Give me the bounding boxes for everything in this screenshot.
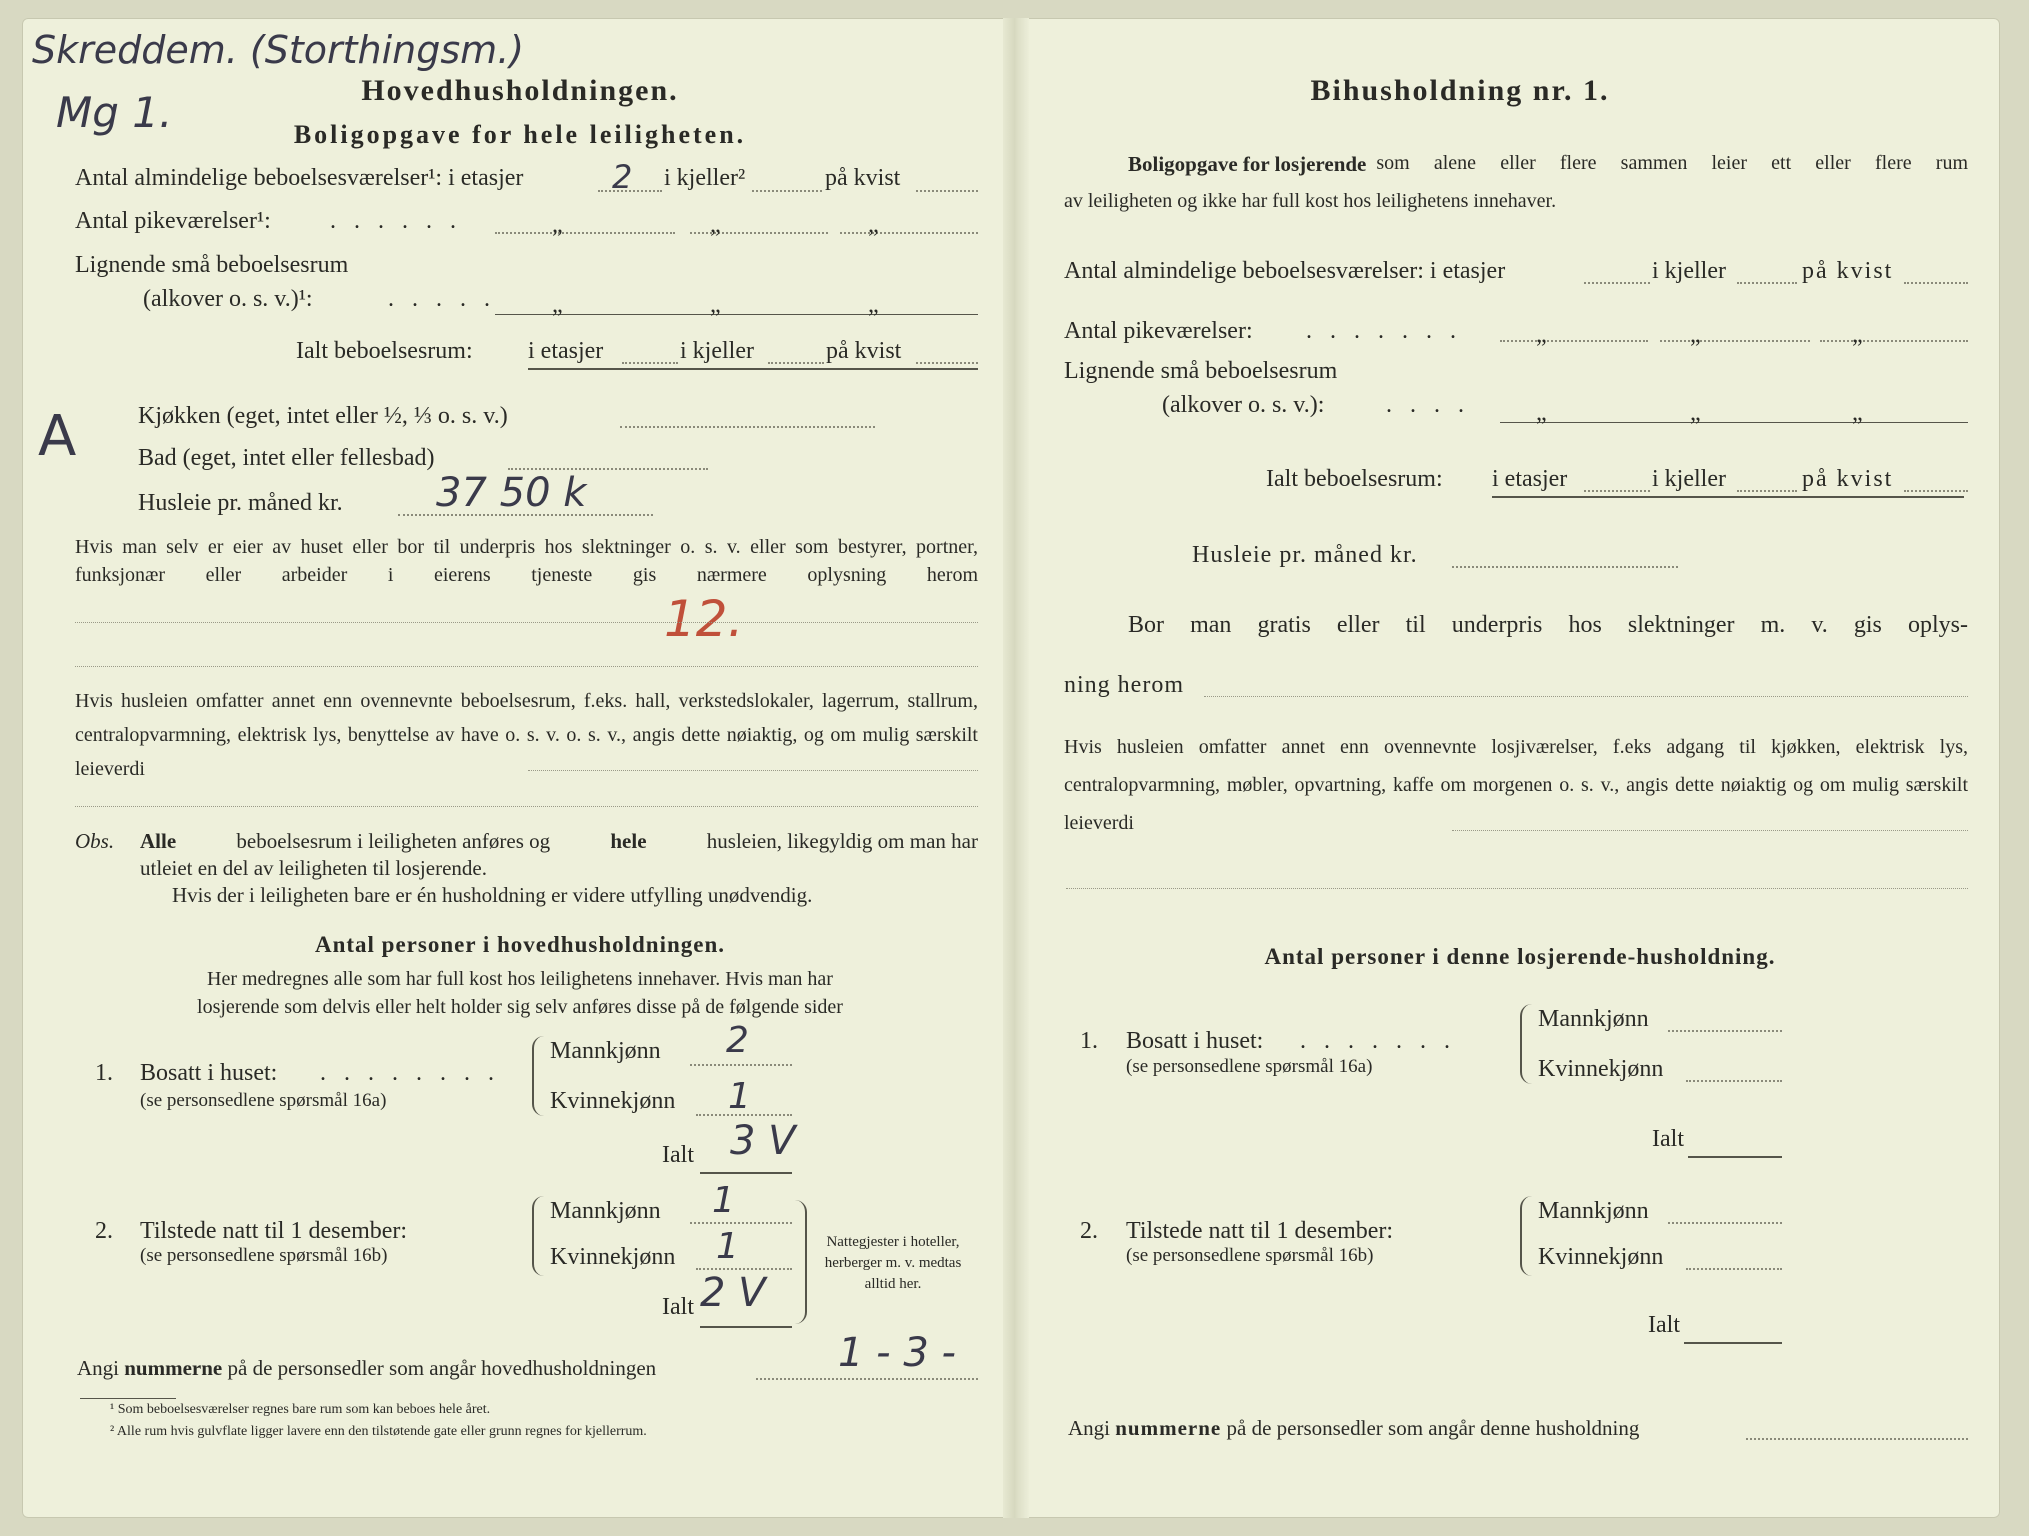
left-footnote-1: ¹ Som beboelsesværelser regnes bare rum som kan beboes hele året. bbox=[110, 1402, 491, 1417]
right-gratis-line1: Bor man gratis eller til underpris hos slektninger m. v. gis oplys- bbox=[1128, 612, 1968, 638]
left-persons-note2: losjerende som delvis eller helt holder sig selv anføres disse på de følgende sider bbox=[197, 996, 843, 1018]
left-maid-ditto-2: „ bbox=[710, 212, 721, 238]
right-q2-female-label: Kvinnekjønn bbox=[1538, 1244, 1664, 1270]
right-intro-line2: av leiligheten og ikke har full kost hos leilighetens innehaver. bbox=[1064, 190, 1557, 212]
right-small-leader: . . . . bbox=[1386, 392, 1470, 418]
left-q2-female-label: Kvinnekjønn bbox=[550, 1244, 676, 1270]
left-maid-label: Antal pikeværelser¹: bbox=[75, 208, 271, 234]
left-q2-male-field[interactable] bbox=[690, 1222, 792, 1224]
right-persons-title: Antal personer i denne losjerende-husholdning. bbox=[1264, 944, 1776, 969]
right-q1-total-rule bbox=[1688, 1156, 1782, 1158]
right-small-underline bbox=[1500, 422, 1968, 423]
right-numbers-c: på de personsedler som angår denne husholdning bbox=[1226, 1416, 1640, 1440]
left-small-label2: (alkover o. s. v.)¹: bbox=[143, 286, 313, 312]
left-rent-value: 37 50 k bbox=[436, 470, 587, 516]
left-red-number: 12. bbox=[664, 590, 744, 648]
left-obs-label: Obs. bbox=[75, 829, 115, 853]
right-total-rule bbox=[1492, 496, 1964, 498]
left-rent-label: Husleie pr. måned kr. bbox=[138, 490, 343, 516]
right-small-label1: Lignende små beboelsesrum bbox=[1064, 358, 1338, 384]
left-q2-female-value: 1 bbox=[716, 1226, 739, 1267]
left-small-underline bbox=[495, 314, 978, 315]
right-q2-total-rule bbox=[1684, 1342, 1782, 1344]
left-includes-field[interactable] bbox=[528, 770, 978, 771]
left-rooms-label: Antal almindelige beboelsesværelser¹: i etasjer bbox=[75, 165, 524, 191]
left-title: Hovedhusholdningen. bbox=[361, 74, 679, 107]
right-intro-rest1: som alene eller flere sammen leier ett eller flere rum bbox=[1376, 152, 1968, 174]
left-rooms-kjeller-field[interactable] bbox=[752, 190, 822, 192]
right-total-etasjer: i etasjer bbox=[1492, 466, 1568, 492]
left-kitchen-mark: A bbox=[38, 404, 77, 469]
left-q2-male-value: 1 bbox=[712, 1180, 735, 1221]
left-small-ditto-1: „ bbox=[552, 292, 563, 318]
right-rooms-kvist-label: på kvist bbox=[1802, 258, 1894, 284]
left-total-kvist-field[interactable] bbox=[916, 362, 978, 364]
right-rooms-etasjer-field[interactable] bbox=[1584, 282, 1650, 284]
left-footnote-2: ² Alle rum hvis gulvflate ligger lavere enn den tilstøtende gate eller grunn regnes for kjellerrum. bbox=[110, 1424, 647, 1439]
left-kitchen-field[interactable] bbox=[620, 426, 875, 428]
right-q1-leader: . . . . . . . bbox=[1300, 1028, 1456, 1054]
left-numbers-c: på de personsedler som angår hovedhusholdningen bbox=[227, 1356, 657, 1380]
left-q2-total-value: 2 V bbox=[700, 1270, 766, 1316]
page-fold bbox=[1003, 18, 1029, 1518]
right-q1-female-field[interactable] bbox=[1686, 1080, 1782, 1082]
left-maid-etasjer-field[interactable] bbox=[495, 232, 675, 234]
left-numbers-b: nummerne bbox=[124, 1356, 223, 1380]
right-total-kvist-field[interactable] bbox=[1904, 490, 1968, 492]
left-total-kjeller: i kjeller bbox=[680, 338, 754, 364]
right-q2-male-label: Mannkjønn bbox=[1538, 1198, 1649, 1224]
left-total-kvist: på kvist bbox=[826, 338, 902, 364]
right-q1-female-label: Kvinnekjønn bbox=[1538, 1056, 1664, 1082]
left-q1-male-value: 2 bbox=[726, 1020, 749, 1061]
right-total-etasjer-field[interactable] bbox=[1584, 490, 1650, 492]
right-q1-total-label: Ialt bbox=[1652, 1126, 1684, 1152]
right-maid-ditto-1: „ bbox=[1536, 322, 1547, 348]
left-maid-leader: . . . . . . bbox=[330, 208, 462, 234]
left-obs-text-a: beboelsesrum i leiligheten anføres og bbox=[236, 829, 551, 853]
right-gratis-field[interactable] bbox=[1204, 696, 1968, 697]
right-q2-female-field[interactable] bbox=[1686, 1268, 1782, 1270]
right-rooms-kjeller-label: i kjeller bbox=[1652, 258, 1726, 284]
left-bath-label: Bad (eget, intet eller fellesbad) bbox=[138, 445, 435, 471]
left-rooms-etasjer-value: 2 bbox=[612, 158, 633, 196]
left-total-kjeller-field[interactable] bbox=[768, 362, 824, 364]
left-q2-total-label: Ialt bbox=[662, 1294, 694, 1320]
left-footnote-rule bbox=[80, 1398, 176, 1399]
left-q2-sub: (se personsedlene spørsmål 16b) bbox=[140, 1245, 388, 1266]
left-owner-line-2[interactable] bbox=[75, 666, 978, 667]
right-maid-leader: . . . . . . . bbox=[1306, 318, 1462, 344]
right-q1-male-field[interactable] bbox=[1668, 1030, 1782, 1032]
right-numbers-field[interactable] bbox=[1746, 1438, 1968, 1440]
left-total-label: Ialt beboelsesrum: bbox=[296, 338, 473, 364]
right-numbers-a: Angi bbox=[1068, 1416, 1110, 1440]
right-total-kvist: på kvist bbox=[1802, 466, 1894, 492]
right-q1-num: 1. bbox=[1080, 1028, 1098, 1054]
left-q1-leader: . . . . . . . . bbox=[320, 1060, 500, 1086]
left-q2-male-label: Mannkjønn bbox=[550, 1198, 661, 1224]
left-small-ditto-3: „ bbox=[868, 292, 879, 318]
left-q1-brace bbox=[532, 1036, 544, 1116]
left-q1-num: 1. bbox=[95, 1060, 113, 1086]
right-maid-etasjer-field[interactable] bbox=[1500, 340, 1648, 342]
right-maid-ditto-3: „ bbox=[1852, 322, 1863, 348]
left-q1-sub: (se personsedlene spørsmål 16a) bbox=[140, 1090, 387, 1111]
left-q1-male-field[interactable] bbox=[690, 1064, 792, 1066]
left-owner-line-1[interactable] bbox=[75, 622, 978, 623]
left-subtitle: Boligopgave for hele leiligheten. bbox=[293, 120, 747, 149]
right-total-label: Ialt beboelsesrum: bbox=[1266, 466, 1443, 492]
right-q2-total-label: Ialt bbox=[1648, 1312, 1680, 1338]
left-persons-title: Antal personer i hovedhusholdningen. bbox=[314, 932, 726, 957]
left-obs-text-b: husleien, likegyldig om man har bbox=[706, 829, 978, 853]
left-numbers-a: Angi bbox=[77, 1356, 119, 1380]
right-q2-num: 2. bbox=[1080, 1218, 1098, 1244]
left-q1-label: Bosatt i huset: bbox=[140, 1060, 278, 1086]
left-small-ditto-2: „ bbox=[710, 292, 721, 318]
right-includes-note: Hvis husleien omfatter annet enn ovennevnte losjiværelser, f.eks adgang til kjøkken, elektrisk lys, centralopvarmning, møbler, opvartning, kaffe om morgenen o. s. v., angis dette nøiaktig og om mulig særskilt leieverdi bbox=[1064, 736, 1968, 834]
left-maid-ditto-1: „ bbox=[552, 212, 563, 238]
left-maid-kvist-field[interactable] bbox=[840, 232, 978, 234]
right-small-label2: (alkover o. s. v.): bbox=[1162, 392, 1325, 418]
left-small-label1: Lignende små beboelsesrum bbox=[75, 252, 349, 278]
left-q2-total-rule bbox=[700, 1326, 792, 1328]
right-numbers-b: nummerne bbox=[1115, 1416, 1222, 1440]
right-rooms-kvist-field[interactable] bbox=[1904, 282, 1968, 284]
right-total-kjeller-field[interactable] bbox=[1737, 490, 1797, 492]
right-rooms-label: Antal almindelige beboelsesværelser: i etasjer bbox=[1064, 258, 1506, 284]
right-q2-brace bbox=[1520, 1196, 1532, 1276]
right-q2-sub: (se personsedlene spørsmål 16b) bbox=[1126, 1245, 1374, 1266]
left-q2-brace-right bbox=[795, 1200, 807, 1324]
left-q1-male-label: Mannkjønn bbox=[550, 1038, 661, 1064]
right-q2-male-field[interactable] bbox=[1668, 1222, 1782, 1224]
right-maid-kjeller-field[interactable] bbox=[1660, 340, 1810, 342]
right-intro-bold: Boligopgave for losjerende bbox=[1128, 152, 1367, 176]
right-small-ditto-1: „ bbox=[1536, 400, 1547, 426]
right-q2-label: Tilstede natt til 1 desember: bbox=[1126, 1218, 1394, 1244]
left-q1-total-rule bbox=[700, 1172, 792, 1174]
right-q1-label: Bosatt i huset: bbox=[1126, 1028, 1264, 1054]
left-includes-line-2[interactable] bbox=[75, 806, 978, 807]
left-q2-num: 2. bbox=[95, 1218, 113, 1244]
right-small-ditto-3: „ bbox=[1852, 400, 1863, 426]
left-numbers-value: 1 - 3 - bbox=[838, 1330, 956, 1376]
left-rooms-kjeller-label: i kjeller² bbox=[664, 165, 746, 191]
left-rooms-kvist-label: på kvist bbox=[825, 165, 901, 191]
right-title: Bihusholdning nr. 1. bbox=[1310, 74, 1610, 107]
right-maid-kvist-field[interactable] bbox=[1820, 340, 1968, 342]
right-small-ditto-2: „ bbox=[1690, 400, 1701, 426]
right-q1-male-label: Mannkjønn bbox=[1538, 1006, 1649, 1032]
left-total-rule bbox=[528, 368, 978, 370]
left-q1-total-label: Ialt bbox=[662, 1142, 694, 1168]
left-maid-ditto-3: „ bbox=[868, 212, 879, 238]
right-rent-label: Husleie pr. måned kr. bbox=[1192, 542, 1418, 568]
right-maid-label: Antal pikeværelser: bbox=[1064, 318, 1253, 344]
left-q2-brace bbox=[532, 1196, 544, 1276]
right-includes-line-2[interactable] bbox=[1066, 888, 1968, 889]
left-includes-note: Hvis husleien omfatter annet enn ovennevnte beboelsesrum, f.eks. hall, verkstedslokaler, lagerrum, stallrum, centralopvarmning, elektrisk lys, benyttelse av have o. s. v. o. s. v., angis dette nøiaktig, og om mulig særskilt leieverdi bbox=[75, 690, 978, 780]
left-obs-line1 bbox=[140, 829, 978, 854]
right-total-kjeller: i kjeller bbox=[1652, 466, 1726, 492]
left-obs-hele: hele bbox=[610, 829, 647, 853]
left-small-leader: . . . . . bbox=[388, 286, 496, 312]
left-owner-note: Hvis man selv er eier av huset eller bor til underpris hos slektninger o. s. v. eller som bestyrer, portner, funksjonær eller arbeider i eierens tjeneste gis nærmere oplysning herom bbox=[75, 536, 978, 586]
left-q1-female-value: 1 bbox=[728, 1076, 751, 1117]
left-obs-line3: Hvis der i leiligheten bare er én husholdning er videre utfylling unødvendig. bbox=[172, 883, 813, 907]
left-obs-alle: Alle bbox=[140, 829, 177, 853]
right-q1-sub: (se personsedlene spørsmål 16a) bbox=[1126, 1056, 1373, 1077]
left-q2-label: Tilstede natt til 1 desember: bbox=[140, 1218, 408, 1244]
left-q1-female-label: Kvinnekjønn bbox=[550, 1088, 676, 1114]
margin-note-line1: Skreddem. (Storthingsm.) bbox=[32, 28, 525, 72]
right-maid-ditto-2: „ bbox=[1690, 322, 1701, 348]
margin-note-line2: Mg 1. bbox=[56, 88, 173, 137]
right-includes-field[interactable] bbox=[1452, 830, 1968, 831]
left-total-etasjer: i etasjer bbox=[528, 338, 604, 364]
right-numbers-line bbox=[1068, 1416, 1639, 1441]
right-rent-field[interactable] bbox=[1452, 566, 1678, 568]
right-gratis-line2: ning herom bbox=[1064, 672, 1184, 698]
right-intro-line1 bbox=[1128, 152, 1968, 177]
left-rooms-kvist-field[interactable] bbox=[916, 190, 978, 192]
left-q1-total-value: 3 V bbox=[730, 1118, 796, 1164]
right-rooms-kjeller-field[interactable] bbox=[1737, 282, 1797, 284]
left-numbers-line bbox=[77, 1356, 656, 1381]
left-q2-side-note: Nattegjester i hoteller, herberger m. v. medtas alltid her. bbox=[824, 1234, 962, 1292]
left-numbers-field[interactable] bbox=[756, 1378, 978, 1380]
left-kitchen-label: Kjøkken (eget, intet eller ½, ⅓ o. s. v.) bbox=[138, 403, 508, 429]
right-q1-brace bbox=[1520, 1004, 1532, 1084]
left-persons-note1: Her medregnes alle som har full kost hos leilighetens innehaver. Hvis man har bbox=[207, 968, 833, 990]
left-total-etasjer-field[interactable] bbox=[622, 362, 678, 364]
left-obs-line2: utleiet en del av leiligheten til losjerende. bbox=[140, 856, 487, 880]
